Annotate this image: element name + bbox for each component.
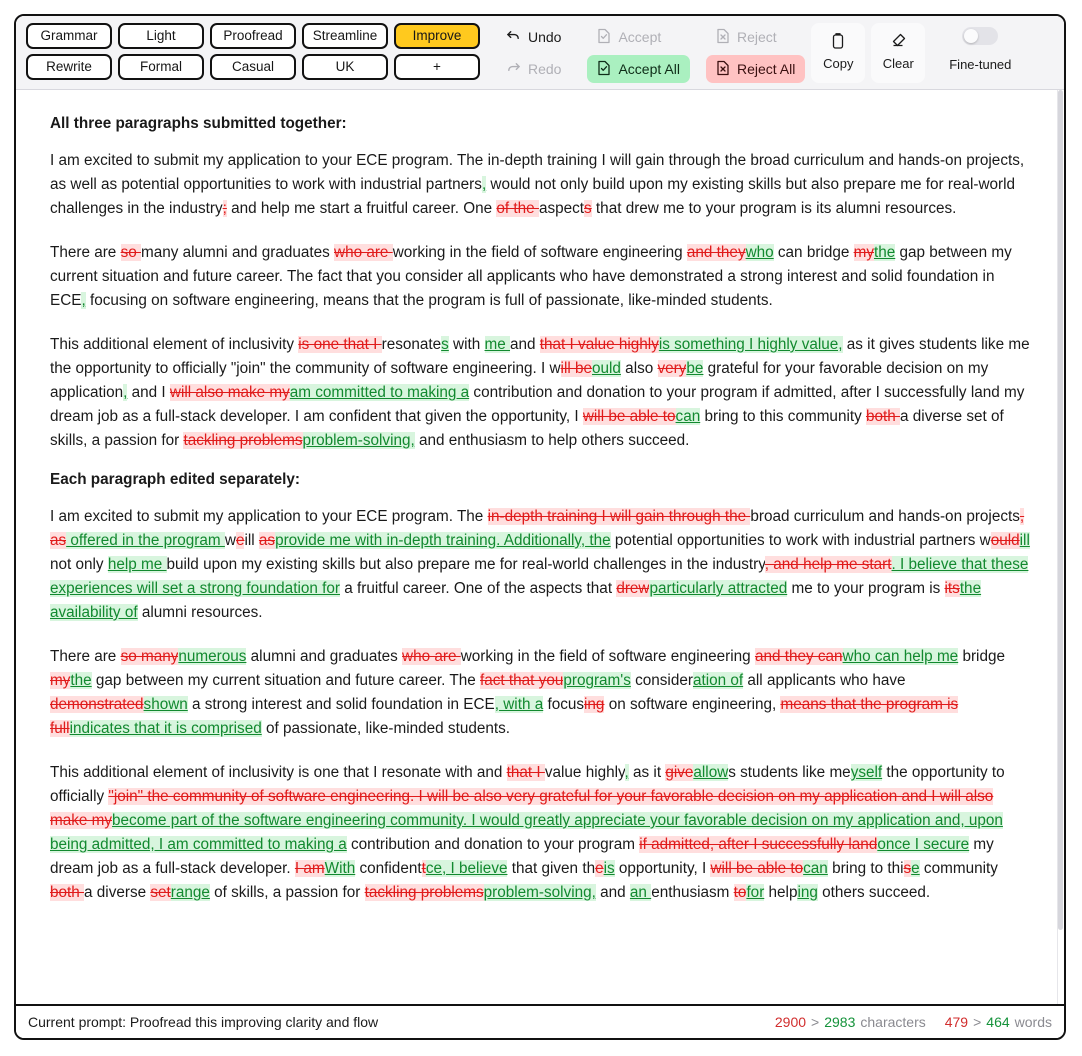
inserted-text[interactable]: , — [624, 764, 629, 781]
diff-document[interactable] — [16, 90, 1064, 926]
deleted-text[interactable]: demonstrated — [50, 696, 144, 713]
unchanged-text: all applicants who have — [743, 672, 906, 689]
deleted-text[interactable]: ill be — [560, 360, 593, 377]
unchanged-text: aspect — [538, 200, 585, 217]
unchanged-text: can bridge — [773, 244, 854, 261]
inserted-text[interactable]: can — [803, 860, 828, 877]
deleted-text[interactable]: ing — [584, 696, 605, 713]
prompt-preset-improve[interactable]: Improve — [394, 23, 480, 49]
redo-button[interactable] — [496, 55, 571, 83]
unchanged-text: ill — [244, 532, 259, 549]
undo-button[interactable] — [496, 23, 571, 51]
reject-all-label: Reject All — [736, 61, 796, 77]
unchanged-text: contribution and donation to your program if admitted, after I successfully land my dream job as a full-stack developer. I am confident that given the opportunity, I — [50, 384, 1025, 425]
deleted-text[interactable]: ; — [222, 200, 227, 217]
fine-tuned-toggle[interactable] — [962, 27, 998, 45]
status-bar — [16, 1004, 1064, 1038]
document-x-icon — [716, 60, 730, 79]
inserted-text[interactable]: who can help me — [842, 648, 959, 665]
unchanged-text: grateful for your favorable decision on my application — [50, 360, 989, 401]
document-check-icon — [597, 28, 611, 47]
unchanged-text: gap between my current situation and future career. The — [91, 672, 480, 689]
prompt-preset-formal[interactable]: Formal — [118, 54, 204, 80]
unchanged-text: w — [224, 532, 236, 549]
unchanged-text: a diverse — [84, 884, 151, 901]
deleted-text[interactable]: who are — [334, 244, 393, 261]
deleted-text[interactable]: "join" the community of software engineering. I will be also very grateful for your favorable decision on my application and I will also make my — [50, 788, 994, 829]
unchanged-text: that given th — [507, 860, 596, 877]
prompt-preset-uk[interactable]: UK — [302, 54, 388, 80]
deleted-text[interactable]: that I — [506, 764, 545, 781]
inserted-text[interactable]: provide me with in-depth training. Additionally, the — [275, 532, 611, 549]
prompt-preset--[interactable]: + — [394, 54, 480, 80]
deleted-text[interactable]: and they can — [754, 648, 843, 665]
copy-label: Copy — [823, 56, 854, 71]
deleted-text[interactable]: both — [866, 408, 901, 425]
unchanged-text: s students like me — [728, 764, 851, 781]
unchanged-text: me to your program is — [787, 580, 945, 597]
inserted-text[interactable]: help me — [107, 556, 167, 573]
characters-arrow: > — [811, 1014, 820, 1030]
inserted-text[interactable]: , — [81, 292, 86, 309]
unchanged-text: focus — [543, 696, 585, 713]
deleted-text[interactable]: its — [944, 580, 960, 597]
deleted-text[interactable]: e — [595, 860, 604, 877]
scrollbar-thumb[interactable] — [1058, 90, 1063, 930]
section-heading-each-separately: Each paragraph edited separately: — [50, 471, 300, 488]
unchanged-text: a strong interest and solid foundation in ECE — [187, 696, 495, 713]
inserted-text[interactable]: be — [686, 360, 704, 377]
document-x-icon — [716, 28, 730, 47]
deleted-text[interactable]: so — [120, 244, 141, 261]
vertical-scrollbar[interactable] — [1057, 90, 1063, 1004]
deleted-text[interactable]: means that the program is full — [50, 696, 959, 737]
words-unit-label: words — [1014, 1014, 1052, 1030]
inserted-text[interactable]: range — [170, 884, 210, 901]
clear-button[interactable] — [871, 23, 925, 83]
unchanged-text: community — [919, 860, 998, 877]
unchanged-text: as it — [628, 764, 666, 781]
inserted-text[interactable]: s — [441, 336, 449, 353]
inserted-text[interactable]: problem-solving, — [302, 432, 415, 449]
unchanged-text: not only — [50, 556, 108, 573]
unchanged-text: I am excited to submit my application to your ECE program. The — [50, 508, 488, 525]
unchanged-text: bring to this community — [700, 408, 866, 425]
unchanged-text: consider — [630, 672, 693, 689]
deleted-text[interactable]: very — [657, 360, 687, 377]
section-heading-all-together: All three paragraphs submitted together: — [50, 115, 347, 132]
deleted-text[interactable]: drew — [616, 580, 650, 597]
deleted-text[interactable]: set — [150, 884, 171, 901]
section-all-together — [50, 140, 1030, 462]
inserted-text[interactable]: the — [874, 244, 896, 261]
deleted-text[interactable]: e — [235, 532, 245, 549]
deleted-text[interactable]: of the — [496, 200, 539, 217]
unchanged-text: of passionate, like-minded students. — [261, 720, 511, 737]
unchanged-text: others succeed. — [817, 884, 931, 901]
prompt-preset-streamline[interactable]: Streamline — [302, 23, 388, 49]
inserted-text[interactable]: me — [484, 336, 511, 353]
fine-tuned-toggle-group — [935, 23, 1025, 71]
toolbar — [16, 16, 1064, 90]
unchanged-text: and — [510, 336, 540, 353]
unchanged-text: my dream job as a full-stack developer. — [50, 836, 994, 877]
prompt-preset-proofread[interactable]: Proofread — [210, 23, 296, 49]
diff-paragraph — [50, 232, 1030, 322]
prompt-preset-rewrite[interactable]: Rewrite — [26, 54, 112, 80]
deleted-text[interactable]: give — [665, 764, 694, 781]
reject-all-button[interactable] — [706, 55, 805, 83]
words-new-count: 464 — [986, 1014, 1010, 1030]
deleted-text[interactable]: s — [584, 200, 592, 217]
inserted-text[interactable]: ation of — [692, 672, 744, 689]
accept-label: Accept — [618, 29, 662, 45]
unchanged-text: and help me start a fruitful career. One — [226, 200, 497, 217]
toggle-knob — [964, 29, 978, 43]
inserted-text[interactable]: is something I highly value, — [658, 336, 843, 353]
clipboard-icon — [830, 25, 846, 57]
unchanged-text: broad curriculum and hands-on projects — [750, 508, 1020, 525]
fine-tuned-label: Fine-tuned — [949, 57, 1012, 72]
prompt-preset-light[interactable]: Light — [118, 23, 204, 49]
inserted-text[interactable]: problem-solving, — [483, 884, 596, 901]
inserted-text[interactable]: With — [324, 860, 356, 877]
unchanged-text: of skills, a passion for — [209, 884, 365, 901]
diff-paragraph — [50, 496, 1030, 634]
prompt-preset-grammar[interactable]: Grammar — [26, 23, 112, 49]
unchanged-text: There are — [50, 244, 121, 261]
unchanged-text: build upon my existing skills but also prepare me for real-world challenges in the industry — [166, 556, 765, 573]
unchanged-text: working in the field of software engineering — [460, 648, 755, 665]
eraser-icon — [889, 25, 907, 57]
section-each-separately — [50, 496, 1030, 914]
history-button-group — [496, 23, 571, 83]
unchanged-text: contribution and donation to your program — [346, 836, 640, 853]
deleted-text[interactable]: ould — [990, 532, 1020, 549]
document-check-icon — [597, 60, 611, 79]
diff-paragraph — [50, 140, 1030, 230]
inserted-text[interactable]: for — [746, 884, 765, 901]
inserted-text[interactable]: indicates that it is comprised — [69, 720, 262, 737]
inserted-text[interactable]: the — [70, 672, 92, 689]
inserted-text[interactable]: can — [675, 408, 701, 425]
inserted-text[interactable]: the availability of — [50, 580, 982, 621]
deleted-text[interactable]: s — [903, 860, 912, 877]
inserted-text[interactable]: am committed to making a — [289, 384, 470, 401]
inserted-text[interactable]: program's — [563, 672, 631, 689]
inserted-text[interactable]: ill — [1019, 532, 1030, 549]
accept-all-label: Accept All — [618, 61, 680, 77]
redo-label: Redo — [528, 61, 562, 77]
inserted-text[interactable]: numerous — [178, 648, 247, 665]
reject-button-group — [706, 23, 805, 83]
current-prompt-label: Current prompt: Proofread this improving clarity and flow — [28, 1014, 379, 1030]
unchanged-text: as it gives students like me the opportunity to officially "join" the community of software engineering. I w — [50, 336, 1030, 377]
unchanged-text: opportunity, I — [614, 860, 711, 877]
unchanged-text: This additional element of inclusivity — [50, 336, 299, 353]
unchanged-text: focusing on software engineering, means that the program is full of passionate, like-minded students. — [85, 292, 773, 309]
unchanged-text: the opportunity to officially — [50, 764, 1005, 805]
deleted-text[interactable]: that I value highly — [539, 336, 659, 353]
unchanged-text: that drew me to your program is its alumni resources. — [591, 200, 957, 217]
inserted-text[interactable]: ce, I believe — [425, 860, 508, 877]
unchanged-text: many alumni and graduates — [140, 244, 335, 261]
unchanged-text: bring to thi — [827, 860, 904, 877]
inserted-text[interactable]: . I believe that these experiences will set a strong foundation for — [50, 556, 1029, 597]
deleted-text[interactable]: , and help me start — [764, 556, 892, 573]
deleted-text[interactable]: if admitted, after I successfully land — [639, 836, 878, 853]
deleted-text[interactable]: both — [50, 884, 85, 901]
unchanged-text: gap between my current situation and future career. The fact that you consider all applicants who have demonstrated a strong interest and solid foundation in ECE — [50, 244, 1012, 309]
document-scroll-area[interactable] — [16, 90, 1064, 1004]
deleted-text[interactable]: in-depth training I will gain through the — [487, 508, 751, 525]
deleted-text[interactable]: I am — [294, 860, 325, 877]
unchanged-text: and — [595, 884, 630, 901]
deleted-text[interactable]: will be able to — [710, 860, 804, 877]
unchanged-text: enthusiasm — [651, 884, 734, 901]
diff-paragraph — [50, 752, 1030, 914]
deleted-text[interactable]: , as — [50, 508, 1025, 549]
unchanged-text: with — [448, 336, 485, 353]
deleted-text[interactable]: will also make my — [169, 384, 290, 401]
deleted-text[interactable]: so many — [120, 648, 179, 665]
inserted-text[interactable]: yself — [850, 764, 883, 781]
inserted-text[interactable]: shown — [143, 696, 188, 713]
unchanged-text: and I — [127, 384, 170, 401]
unchanged-text: There are — [50, 648, 121, 665]
accept-button-group — [587, 23, 689, 83]
unchanged-text: alumni resources. — [137, 604, 263, 621]
deleted-text[interactable]: to — [733, 884, 747, 901]
unchanged-text: also — [620, 360, 658, 377]
undo-label: Undo — [528, 29, 562, 45]
unchanged-text: a diverse set of skills, a passion for — [50, 408, 1004, 449]
inserted-text[interactable]: ing — [797, 884, 818, 901]
clear-label: Clear — [882, 56, 914, 71]
deleted-text[interactable]: tackling problems — [183, 432, 303, 449]
unchanged-text: alumni and graduates — [246, 648, 403, 665]
unchanged-text: potential opportunities to work with industrial partners w — [610, 532, 991, 549]
words-old-count: 479 — [944, 1014, 969, 1030]
deleted-text[interactable]: tackling problems — [364, 884, 484, 901]
unchanged-text: This additional element of inclusivity is one that I resonate with and — [50, 764, 507, 781]
deleted-text[interactable]: my — [853, 244, 874, 261]
inserted-text[interactable]: , with a — [494, 696, 544, 713]
accept-all-button[interactable] — [587, 55, 689, 83]
reject-button[interactable] — [706, 23, 805, 51]
deleted-text[interactable]: who are — [402, 648, 461, 665]
inserted-text[interactable]: is — [603, 860, 615, 877]
counters — [775, 1014, 1052, 1030]
unchanged-text: and enthusiasm to help others succeed. — [414, 432, 690, 449]
unchanged-text: I am excited to submit my application to your ECE program. The in-depth training I will gain through the broad curriculum and hands-on projects, as well as potential opportunities to work with industrial partners — [50, 152, 1025, 193]
unchanged-text: on software engineering, — [604, 696, 781, 713]
unchanged-text: help — [764, 884, 798, 901]
diff-paragraph — [50, 324, 1030, 462]
deleted-text[interactable]: is one that I — [298, 336, 382, 353]
unchanged-text: confident — [355, 860, 422, 877]
inserted-text[interactable]: offered in the program — [66, 532, 225, 549]
unchanged-text: bridge — [958, 648, 1005, 665]
words-arrow: > — [973, 1014, 982, 1030]
unchanged-text: would not only build upon my existing skills but also prepare me for real-world challenges in the industry — [50, 176, 1016, 217]
inserted-text[interactable]: e — [911, 860, 920, 877]
accept-button[interactable] — [587, 23, 689, 51]
unchanged-text: resonate — [381, 336, 442, 353]
deleted-text[interactable]: fact that you — [480, 672, 564, 689]
inserted-text[interactable]: who — [745, 244, 774, 261]
inserted-text[interactable]: ould — [592, 360, 621, 377]
inserted-text[interactable]: once I secure — [877, 836, 970, 853]
copy-button[interactable] — [811, 23, 865, 83]
prompt-preset-grid — [26, 23, 480, 80]
inserted-text[interactable]: particularly attracted — [649, 580, 788, 597]
app-window — [14, 14, 1066, 1040]
unchanged-text: a fruitful career. One of the aspects that — [339, 580, 617, 597]
unchanged-text: value highly — [544, 764, 625, 781]
inserted-text[interactable]: become part of the software engineering community. I would greatly appreciate your favorable decision on my application and, upon being admitted, I am committed to making a — [50, 812, 1003, 853]
deleted-text[interactable]: as — [258, 532, 276, 549]
redo-arrow-icon — [506, 60, 521, 78]
prompt-preset-casual[interactable]: Casual — [210, 54, 296, 80]
characters-new-count: 2983 — [824, 1014, 856, 1030]
deleted-text[interactable]: will be able to — [582, 408, 676, 425]
characters-old-count: 2900 — [774, 1014, 807, 1030]
deleted-text[interactable]: t — [421, 860, 426, 877]
characters-unit-label: characters — [860, 1014, 926, 1030]
inserted-text[interactable]: an — [629, 884, 652, 901]
inserted-text[interactable]: allow — [693, 764, 729, 781]
inserted-text[interactable]: , — [481, 176, 487, 193]
undo-arrow-icon — [506, 28, 521, 46]
inserted-text[interactable]: , — [123, 384, 128, 401]
deleted-text[interactable]: and they — [686, 244, 746, 261]
unchanged-text: working in the field of software engineering — [392, 244, 687, 261]
deleted-text[interactable]: my — [50, 672, 71, 689]
diff-paragraph — [50, 636, 1030, 750]
reject-label: Reject — [736, 29, 777, 45]
